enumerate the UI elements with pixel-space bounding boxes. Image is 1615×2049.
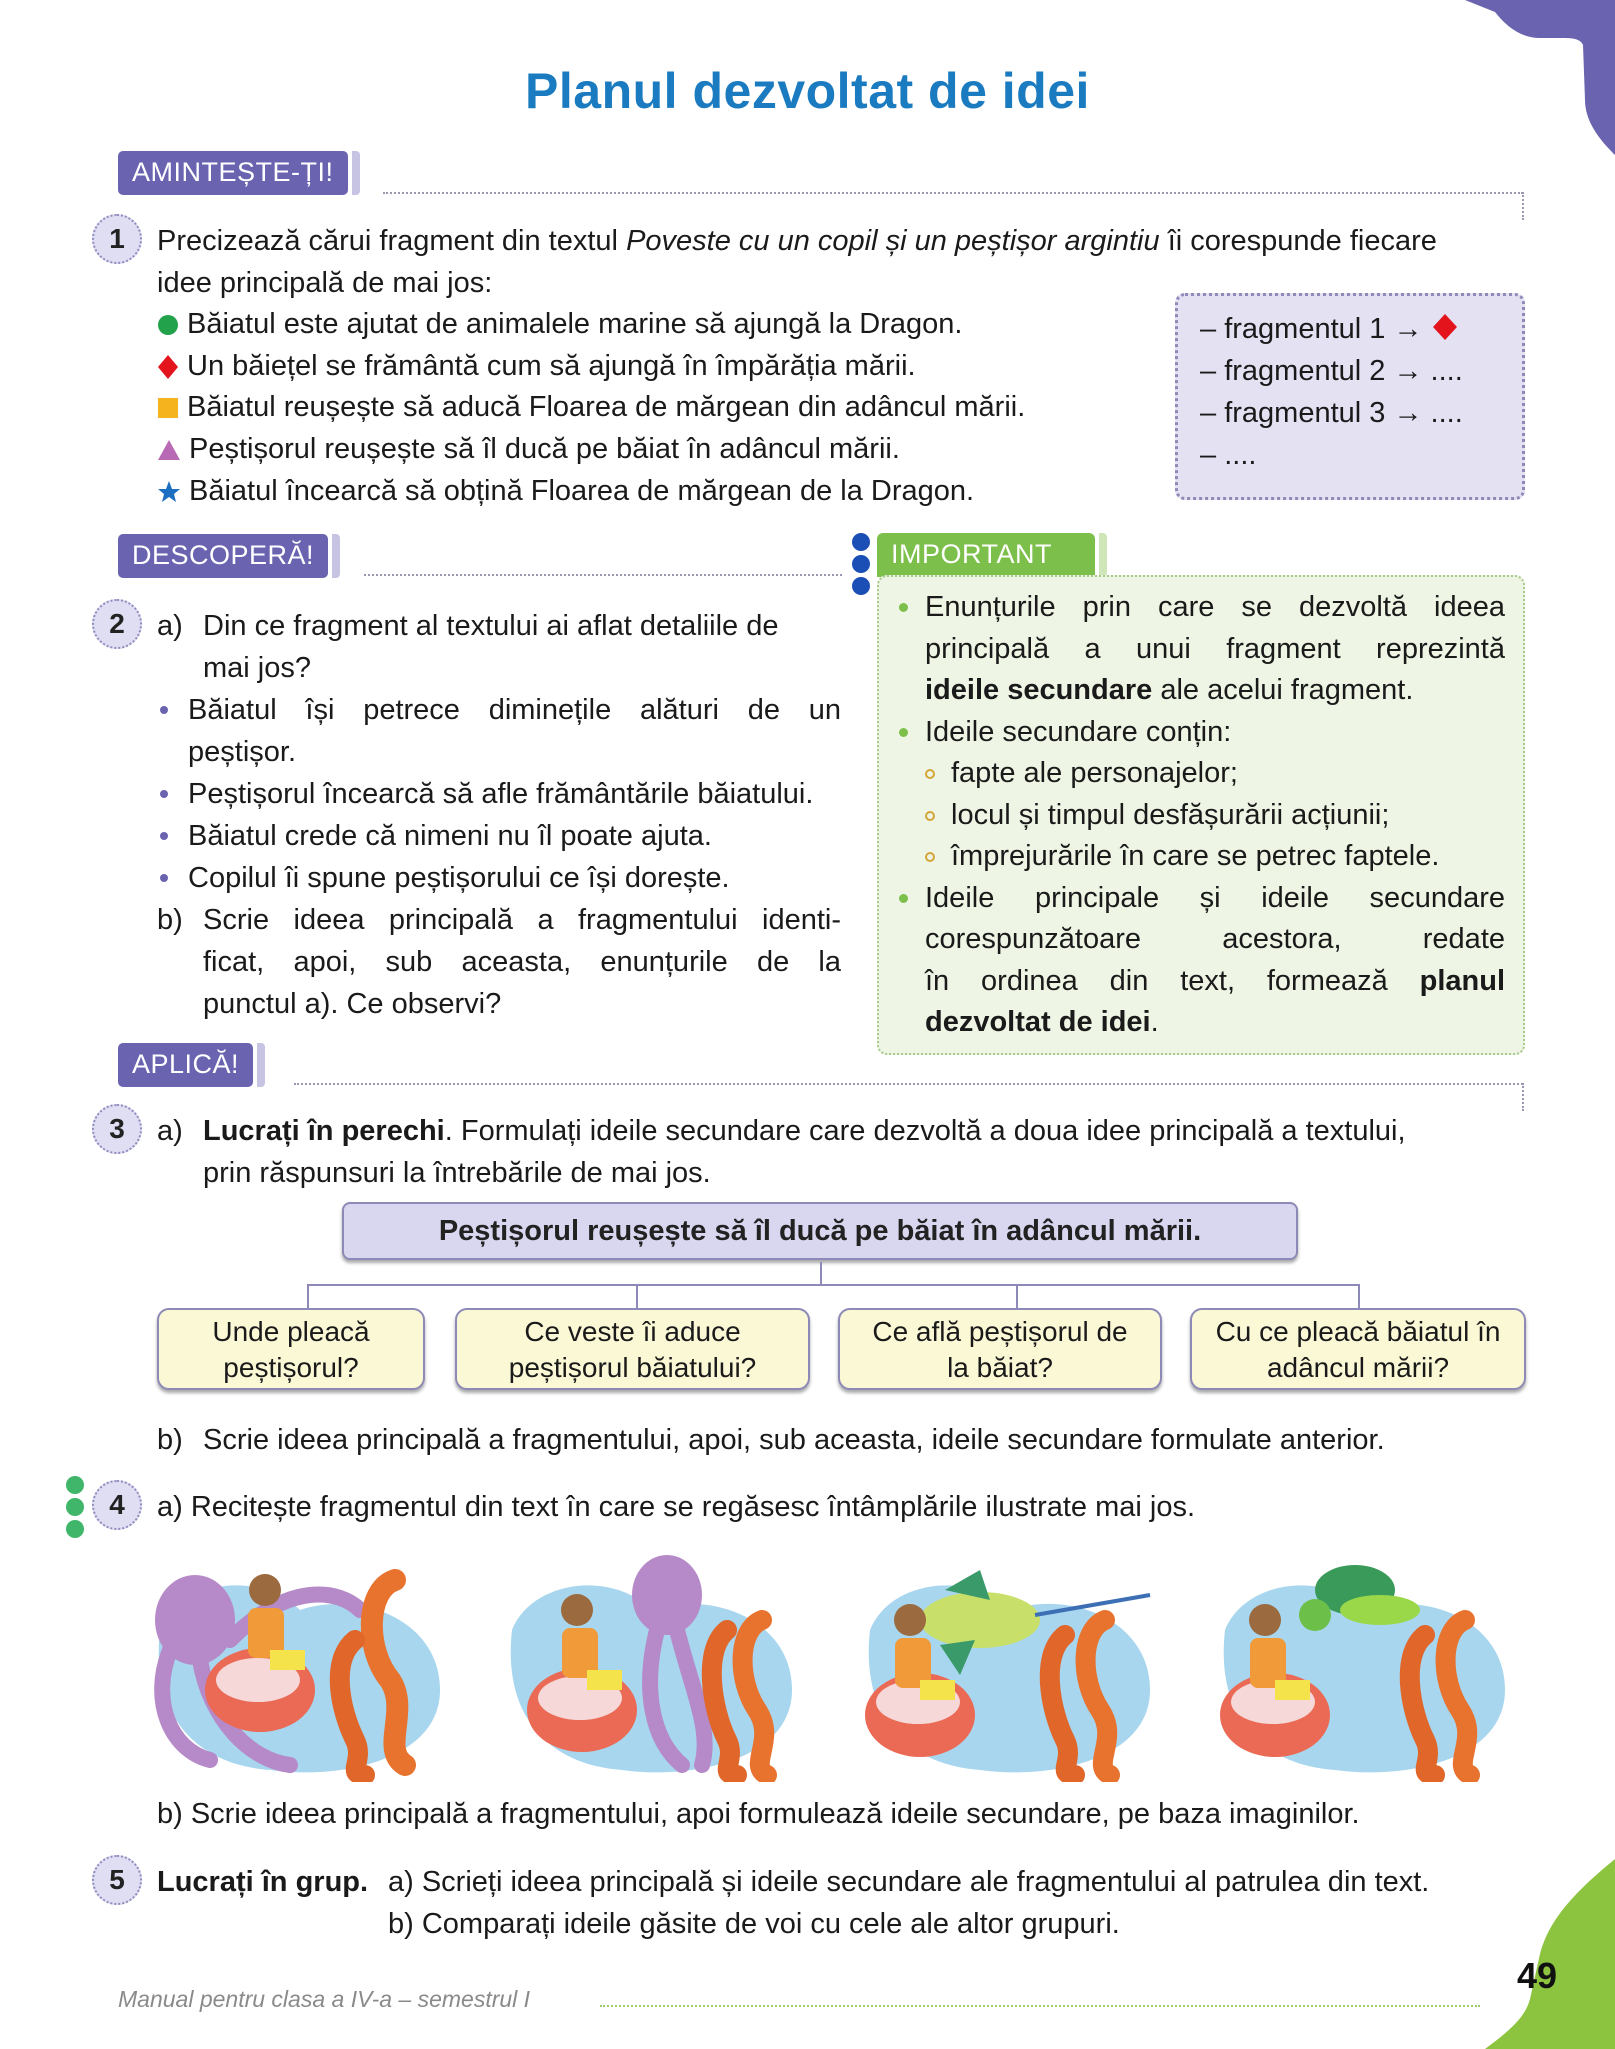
important-subline [925, 753, 1505, 795]
connector-line [307, 1284, 1360, 1308]
dash: – [1200, 313, 1217, 345]
question-text: peștișorul băiatului? [508, 1352, 757, 1383]
fragment-row [1200, 350, 1522, 392]
important-line [925, 1002, 1505, 1044]
important-line [925, 712, 1505, 754]
fragment-label: fragmentul 3 [1224, 397, 1386, 429]
exercise-number-3: 3 [92, 1104, 142, 1154]
important-text: ale acelui fragment. [1152, 674, 1414, 706]
question-text: Ce află peștișorul de [872, 1316, 1128, 1347]
important-text: în ordinea din text, formează [925, 964, 1420, 997]
ex3-b-text: Scrie ideea principală a fragmentului, apoi, sub aceasta, ideile secundare formulate anterior. [203, 1424, 1385, 1456]
divider [294, 1083, 1523, 1085]
fragment-answer-blank: .... [1430, 397, 1463, 429]
detail-bullet [188, 773, 813, 815]
corner-decoration-bottom [1485, 1859, 1615, 2049]
ex3-bold: Lucrați în perechi [203, 1115, 445, 1147]
ex2-a-line: Din ce fragment al textului ai aflat detaliile de [203, 610, 779, 642]
section-badge-remember: AMINTEȘTE-ȚI! [118, 151, 348, 195]
important-subtext: împrejurările în care se petrec faptele. [951, 840, 1440, 872]
ex2-b-label: b) [157, 904, 183, 936]
divider [383, 192, 1523, 194]
exercise-number-4: 4 [92, 1480, 142, 1530]
connector-line [1016, 1284, 1018, 1308]
detail-text: Băiatul crede că nimeni nu îl poate ajuta. [188, 820, 712, 852]
ring-bullet-icon [925, 811, 935, 821]
bullet-icon [899, 728, 908, 737]
bullet-icon [160, 832, 168, 840]
ex2-a-label: a) [157, 610, 183, 642]
illustration-octopus-2 [492, 1550, 814, 1782]
fragment-label: fragmentul 2 [1224, 355, 1386, 387]
dash: – [1200, 397, 1217, 429]
divider [1522, 1083, 1524, 1111]
blue-dots-decoration [852, 533, 870, 599]
bullet-icon [899, 603, 908, 612]
fragment-row [1200, 308, 1522, 350]
arrow-icon: → [1393, 397, 1423, 429]
bullet-icon [160, 790, 168, 798]
ex2-b-text-3: punctul a). Ce observi? [203, 988, 502, 1020]
ex3-a-text-2: prin răspunsuri la întrebările de mai jos. [203, 1157, 711, 1189]
bullet-icon [899, 894, 908, 903]
section-badge-discover: DESCOPERĂ! [118, 534, 328, 578]
idea-item [157, 386, 1025, 428]
important-text: Ideile principale și ideile secundare [925, 881, 1505, 914]
important-subline [925, 795, 1505, 837]
section-badge-important: IMPORTANT [877, 533, 1095, 577]
divider [364, 574, 842, 576]
important-text: Enunțurile prin care se dezvoltă ideea [925, 591, 1505, 623]
fragment-row [1200, 392, 1522, 434]
exercise-number-5: 5 [92, 1855, 142, 1905]
detail-text: Copilul îi spune peștișorului ce își dorește. [188, 862, 730, 894]
ex2-b-line: Scrie ideea principală a fragmentului identi- [203, 904, 841, 936]
exercise-number-2: 2 [92, 599, 142, 649]
important-text: . [1150, 1006, 1159, 1038]
important-bold-term: dezvoltat de idei [925, 1006, 1151, 1038]
important-line: principală a unui fragment reprezintă [925, 632, 1505, 665]
ex1-prompt [157, 220, 1437, 262]
question-text: adâncul mării? [1266, 1352, 1450, 1383]
red-diamond-icon [1431, 312, 1459, 342]
idea-item [157, 428, 900, 470]
ex1-prompt-text: îi corespunde fiecare [1159, 225, 1437, 257]
important-text: Ideile secundare conțin: [925, 715, 1232, 748]
blue-star-icon [157, 480, 181, 504]
idea-item [157, 470, 974, 512]
ex2-a-text-2: mai jos? [203, 652, 311, 684]
illustration-swordfish [850, 1550, 1172, 1782]
dot-icon [852, 533, 870, 551]
green-circle-icon [157, 314, 179, 336]
footer-divider [600, 2005, 1480, 2007]
page-title: Planul dezvoltat de idei [525, 63, 1090, 119]
main-idea-box: Peștișorul reușește să îl ducă pe băiat în adâncul mării. [342, 1202, 1298, 1260]
dash: – [1200, 355, 1217, 387]
dot-icon [66, 1476, 84, 1494]
important-line: corespunzătoare acestora, redate [925, 923, 1505, 955]
footer-text: Manual pentru clasa a IV-a – semestrul I [118, 1986, 531, 2012]
idea-text: Peștișorul reușește să îl ducă pe băiat în adâncul mării. [189, 433, 900, 465]
illustration-turtle [1205, 1550, 1527, 1782]
arrow-icon: → [1393, 355, 1423, 387]
divider [1522, 192, 1524, 220]
ex4-b-text: b) Scrie ideea principală a fragmentului, apoi formulează ideile secundare, pe baza imaginilor. [157, 1798, 1360, 1830]
idea-text: Băiatul reușește să aducă Floarea de mărgean din adâncul mării. [187, 391, 1026, 423]
question-text: Unde pleacă [212, 1316, 370, 1347]
bullet-icon [160, 706, 168, 714]
dot-icon [66, 1520, 84, 1538]
exercise-number-1: 1 [92, 214, 142, 264]
question-box [838, 1308, 1162, 1390]
connector-line [820, 1262, 822, 1284]
dash: – [1200, 439, 1217, 471]
fragments-box [1175, 293, 1525, 500]
ring-bullet-icon [925, 852, 935, 862]
idea-item [157, 303, 962, 345]
detail-bullet-cont: peștișor. [188, 736, 296, 768]
ex2-b-line: ficat, apoi, sub aceasta, enunțurile de la [203, 946, 841, 978]
question-text: Ce veste îi aduce [524, 1316, 741, 1347]
idea-text: Băiatul este ajutat de animalele marine să ajungă la Dragon. [187, 308, 963, 340]
orange-square-icon [157, 397, 179, 419]
ex1-prompt-text: Precizează cărui fragment din textul [157, 225, 627, 257]
ex5-bold: Lucrați în grup. [157, 1866, 369, 1898]
important-line [925, 878, 1505, 920]
connector-line [636, 1284, 638, 1308]
dot-icon [66, 1498, 84, 1516]
fragment-row [1200, 434, 1522, 476]
important-line [925, 587, 1505, 629]
question-box [1190, 1308, 1526, 1390]
arrow-icon: → [1393, 313, 1423, 345]
ex3-b-label: b) [157, 1424, 183, 1456]
important-bold-term: ideile secundare [925, 674, 1153, 706]
fragment-label: .... [1224, 439, 1257, 471]
section-badge-apply: APLICĂ! [118, 1043, 253, 1087]
ex3-rest: . Formulați ideile secundare care dezvoltă a doua idee principală a textului, [444, 1115, 1406, 1147]
fragment-answer-blank: .... [1430, 355, 1463, 387]
question-text: la băiat? [947, 1352, 1053, 1383]
detail-text: Băiatul își petrece diminețile alături de un [188, 694, 841, 726]
story-title: Poveste cu un copil și un peștișor argintiu [626, 225, 1160, 257]
ex5-b-text: b) Comparați ideile găsite de voi cu cele ale altor grupuri. [388, 1908, 1120, 1940]
ex3-a-text [203, 1110, 1406, 1152]
illustration-octopus [140, 1550, 462, 1782]
question-text: peștișorul? [223, 1352, 359, 1383]
bullet-icon [160, 874, 168, 882]
important-subtext: locul și timpul desfășurării acțiunii; [951, 798, 1390, 831]
purple-triangle-icon [157, 439, 181, 461]
ex1-prompt-line2: idee principală de mai jos: [157, 267, 493, 299]
detail-bullet [188, 689, 841, 731]
fragment-label: fragmentul 1 [1224, 313, 1386, 345]
page-number: 49 [1517, 1955, 1558, 1996]
question-box [455, 1308, 810, 1390]
detail-bullet [188, 815, 712, 857]
ring-bullet-icon [925, 769, 935, 779]
green-dots-decoration [66, 1476, 84, 1542]
ex5-a-text: a) Scrieți ideea principală și ideile secundare ale fragmentului al patrulea din text. [388, 1866, 1430, 1898]
important-line [925, 961, 1505, 1003]
dot-icon [852, 577, 870, 595]
important-box [877, 575, 1525, 1055]
idea-text: Băiatul încearcă să obțină Floarea de mărgean de la Dragon. [189, 475, 975, 507]
important-bold-term: planul [1419, 964, 1505, 997]
ex4-a-text: a) Recitește fragmentul din text în care se regăsesc întâmplările ilustrate mai jos. [157, 1491, 1196, 1523]
ex2-b-text [203, 941, 841, 983]
detail-bullet [188, 857, 730, 899]
red-diamond-icon [157, 354, 179, 380]
idea-text: Un băiețel se frământă cum să ajungă în împărăția mării. [187, 350, 916, 382]
idea-item [157, 345, 916, 387]
dot-icon [852, 555, 870, 573]
ex3-a-label: a) [157, 1115, 183, 1147]
important-subline [925, 836, 1505, 878]
question-box [157, 1308, 425, 1390]
important-line [925, 670, 1505, 712]
question-text: Cu ce pleacă băiatul în [1215, 1316, 1501, 1347]
ex2-a-text [203, 605, 841, 647]
detail-text: Peștișorul încearcă să afle frământările băiatului. [188, 778, 814, 810]
important-subtext: fapte ale personajelor; [951, 757, 1238, 789]
ex2-b-text [203, 899, 841, 941]
